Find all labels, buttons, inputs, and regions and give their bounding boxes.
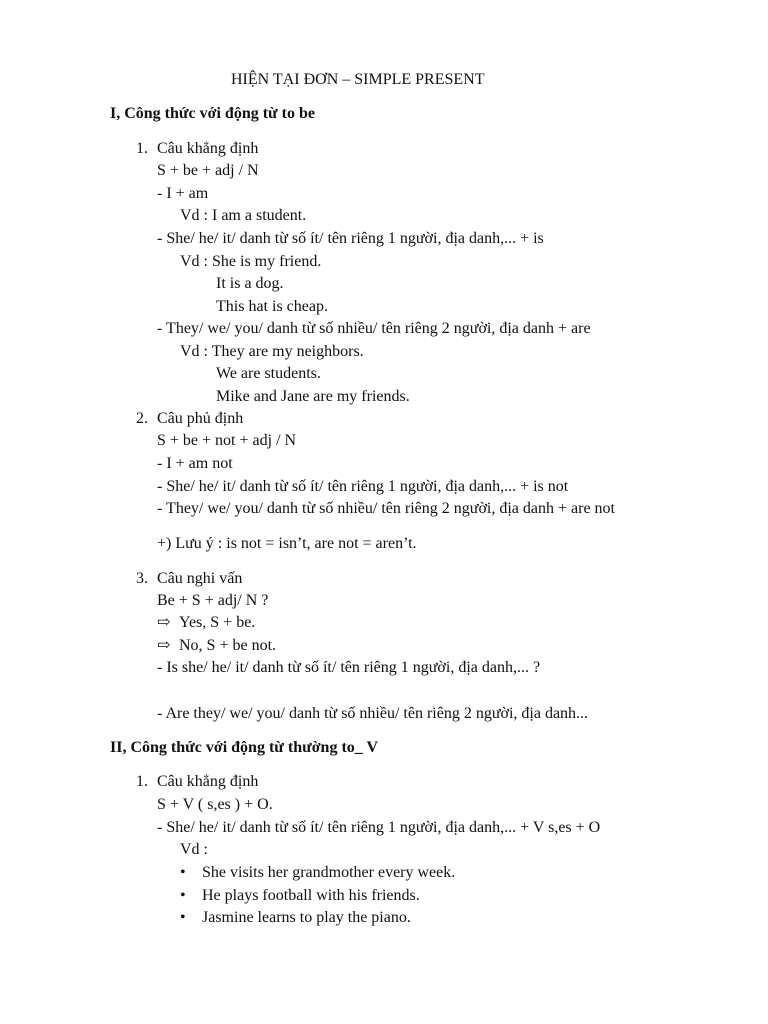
answer-no: No, S + be not.: [179, 637, 277, 654]
example-line: Vd : She is my friend.: [180, 253, 322, 270]
page-title: HIỆN TẠI ĐƠN – SIMPLE PRESENT: [231, 71, 485, 88]
example-label: Vd :: [180, 841, 208, 858]
bullet-icon: •: [180, 909, 186, 926]
rule-line: - Are they/ we/ you/ danh từ số nhiều/ tên riêng 2 người, địa danh...: [157, 705, 589, 722]
rule-line: - She/ he/ it/ danh từ số ít/ tên riêng 1 người, địa danh,... + V s,es + O: [157, 819, 601, 836]
list-number: 2.: [136, 410, 148, 427]
example-line: It is a dog.: [216, 275, 284, 292]
example-line: Mike and Jane are my friends.: [216, 388, 410, 405]
rule-line: - They/ we/ you/ danh từ số nhiều/ tên riêng 2 người, địa danh + are not: [157, 500, 615, 517]
bullet-icon: •: [180, 864, 186, 881]
list-number: 1.: [136, 773, 148, 790]
section1-heading: I, Công thức với động từ to be: [110, 105, 315, 122]
section2-heading: II, Công thức với động từ thường to_ V: [110, 739, 379, 756]
list-number: 1.: [136, 140, 148, 157]
list-number: 3.: [136, 570, 148, 587]
formula: Be + S + adj/ N ?: [157, 592, 269, 609]
answer-line: [157, 636, 276, 656]
rule-line: - I + am not: [157, 455, 233, 472]
note-line: +) Lưu ý : is not = isn’t, are not = aren’t.: [157, 535, 417, 552]
example-line: This hat is cheap.: [216, 298, 328, 315]
arrow-right-icon: ⇨: [157, 637, 171, 654]
formula: S + V ( s,es ) + O.: [157, 796, 273, 813]
rule-line: - She/ he/ it/ danh từ số ít/ tên riêng 1 người, địa danh,... + is: [157, 230, 544, 247]
rule-line: - They/ we/ you/ danh từ số nhiều/ tên riêng 2 người, địa danh + are: [157, 320, 591, 337]
answer-yes: Yes, S + be.: [179, 614, 256, 631]
example-line: Vd : I am a student.: [180, 207, 307, 224]
bullet-item: [180, 886, 420, 906]
bullet-item: [180, 908, 411, 928]
formula: S + be + not + adj / N: [157, 432, 297, 449]
formula: S + be + adj / N: [157, 162, 259, 179]
rule-line: - I + am: [157, 185, 209, 202]
list-item-label: Câu khẳng định: [157, 140, 259, 157]
list-item-label: Câu phủ định: [157, 410, 244, 427]
bullet-icon: •: [180, 887, 186, 904]
rule-line: - She/ he/ it/ danh từ số ít/ tên riêng 1 người, địa danh,... + is not: [157, 478, 569, 495]
bullet-item: [180, 863, 455, 883]
list-item-label: Câu nghi vấn: [157, 570, 243, 587]
example-line: Vd : They are my neighbors.: [180, 343, 364, 360]
bullet-text: He plays football with his friends.: [202, 887, 420, 904]
bullet-text: She visits her grandmother every week.: [202, 864, 456, 881]
rule-line: - Is she/ he/ it/ danh từ số ít/ tên riêng 1 người, địa danh,... ?: [157, 659, 541, 676]
arrow-right-icon: ⇨: [157, 614, 171, 631]
example-line: We are students.: [216, 365, 321, 382]
bullet-text: Jasmine learns to play the piano.: [202, 909, 411, 926]
answer-line: [157, 613, 255, 633]
list-item-label: Câu khẳng định: [157, 773, 259, 790]
